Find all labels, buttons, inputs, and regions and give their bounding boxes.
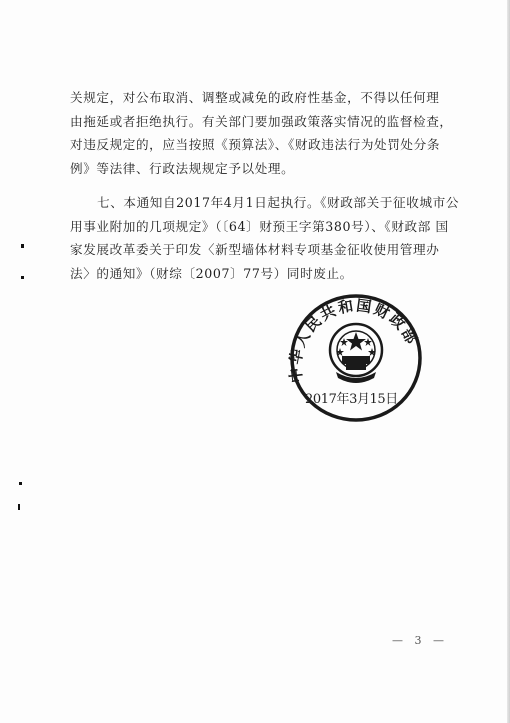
text-line: 由拖延或者拒绝执行。有关部门要加强政策落实情况的监督检查， <box>70 113 453 129</box>
text-line: 例》等法律、行政法规规定予以处理。 <box>70 160 295 176</box>
national-emblem <box>330 324 382 383</box>
text-line: 关规定，对公布取消、调整或减免的政府性基金，不得以任何理 <box>70 90 440 105</box>
binding-mark <box>19 482 22 485</box>
binding-mark <box>21 244 24 248</box>
text-line: 对违反规定的，应当按照《预算法》、《财政违法行为处罚处分条 <box>70 137 441 152</box>
seal-text: 中华人民共和国财政部 <box>286 296 422 384</box>
document-date: 2017年3月15日 <box>305 392 398 407</box>
text-line: 法〉的通知》（财综〔2007〕77号）同时废止。 <box>70 265 353 281</box>
text-line: 七、本通知自2017年4月1日起执行。《财政部关于征收城市公 <box>97 195 460 210</box>
text-line: 用事业附加的几项规定》（〔64〕财预王字第380号）、《财政部 国 <box>70 218 449 234</box>
body-text <box>70 86 460 285</box>
binding-mark <box>21 276 24 279</box>
binding-mark <box>18 504 20 510</box>
page-number: — 3 — <box>392 634 448 647</box>
text-line: 家发展改革委关于印发〈新型墙体材料专项基金征收使用管理办 <box>70 242 440 257</box>
